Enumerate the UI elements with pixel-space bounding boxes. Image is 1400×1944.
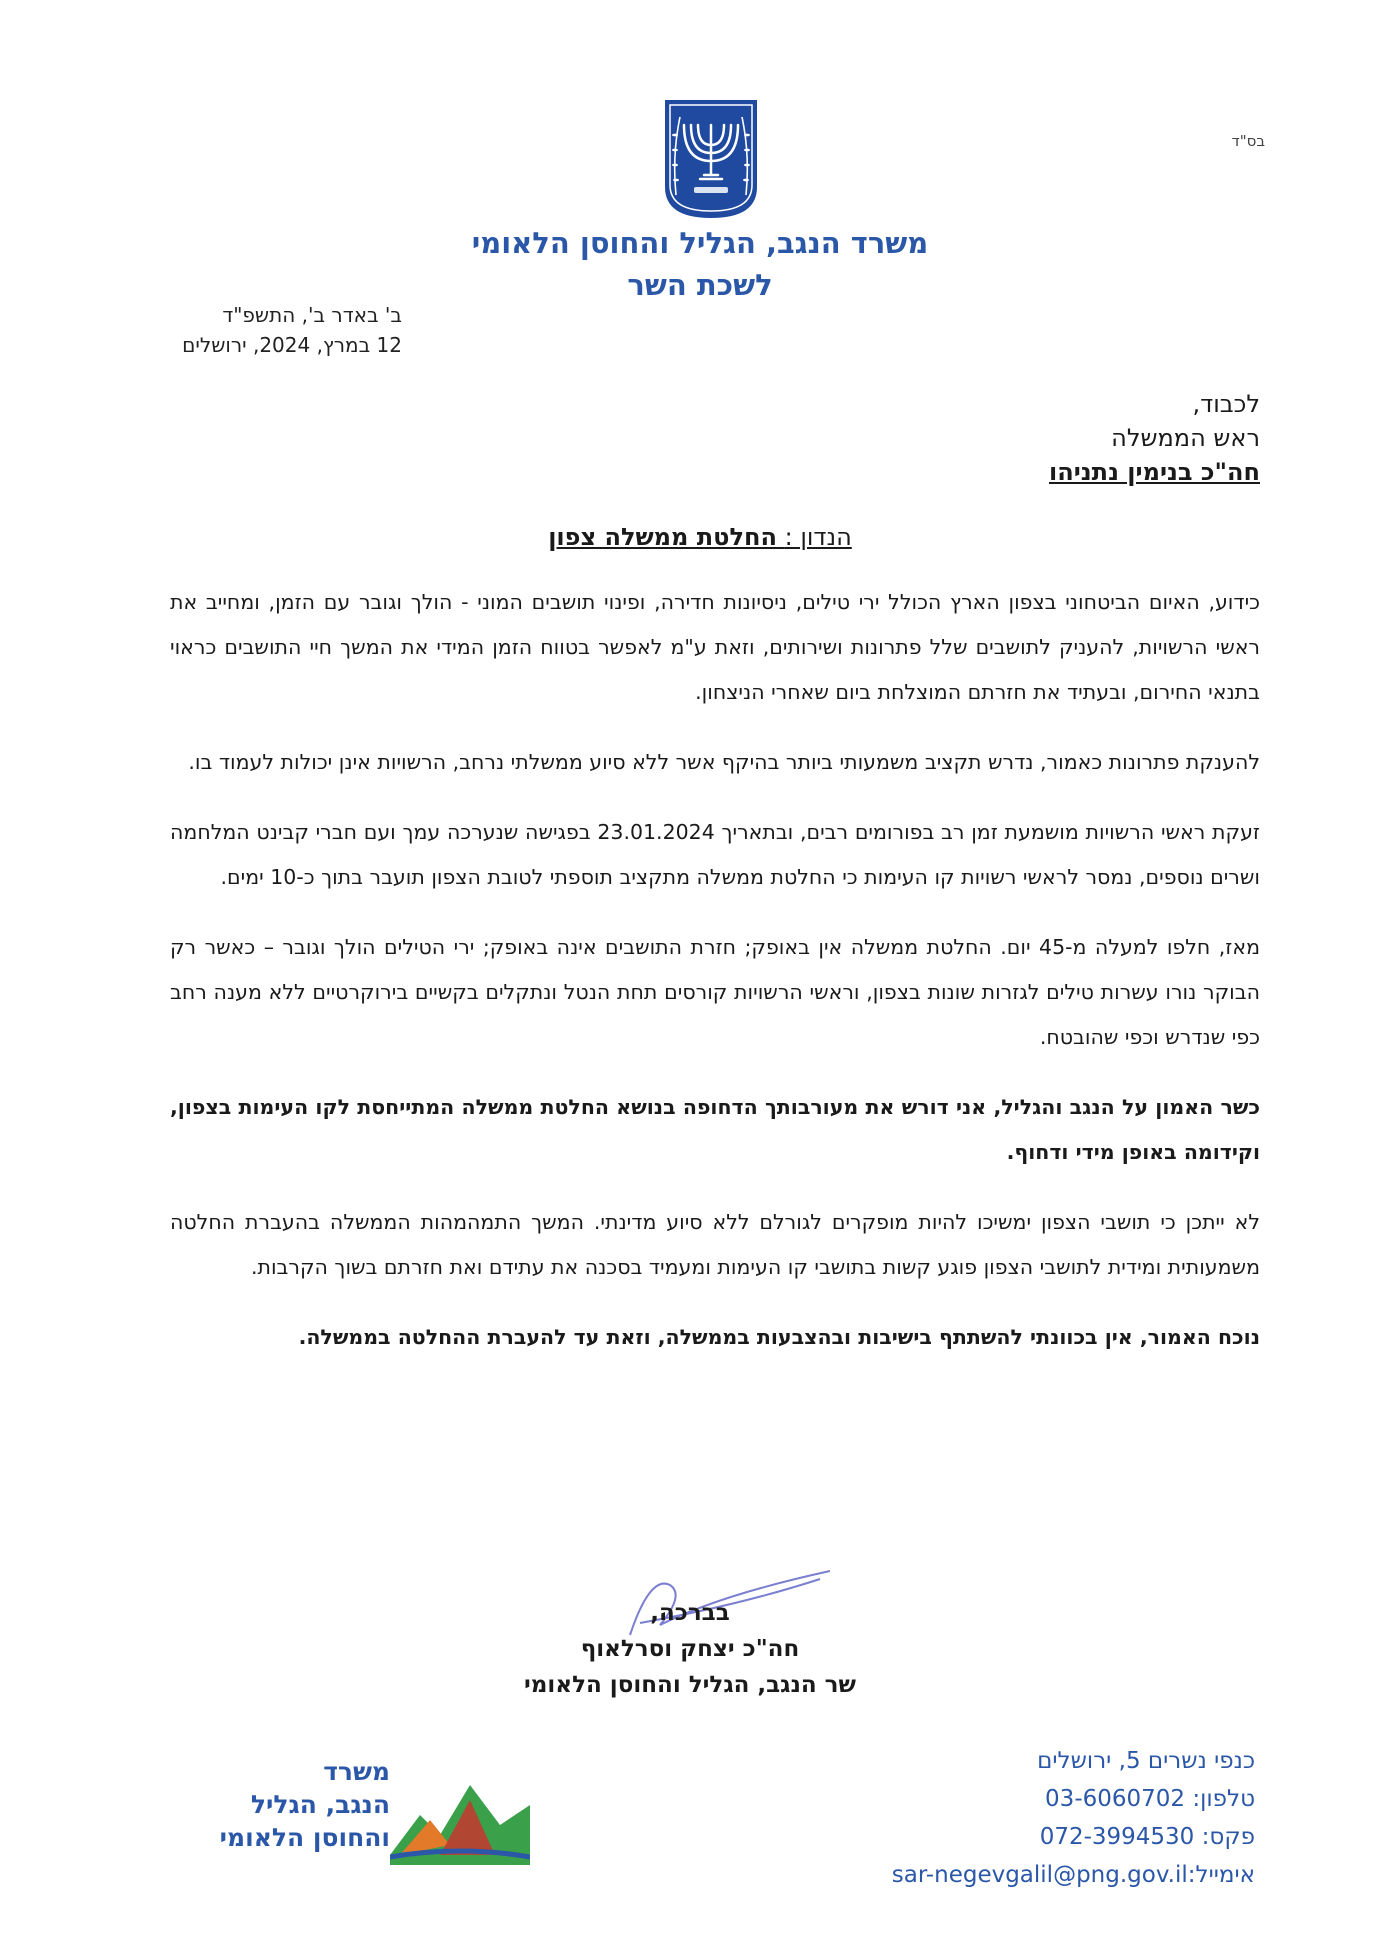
- letter-body: [170, 580, 1260, 1385]
- state-emblem-icon: [660, 95, 762, 223]
- contact-phone: טלפון: 03-6060702: [1045, 1786, 1255, 1812]
- paragraph-2: להענקת פתרונות כאמור, נדרש תקציב משמעותי ביותר בהיקף אשר ללא סיוע ממשלתי נרחב, הרשויות אינן יכולות לעמוד בו.: [188, 750, 1260, 774]
- hebrew-date: ב' באדר ב', התשפ"ד: [222, 303, 402, 327]
- subject-text: החלטת ממשלה צפון: [548, 523, 777, 551]
- date-block: [120, 300, 402, 360]
- mountains-icon: [390, 1775, 530, 1865]
- ministry-logo: [150, 1755, 530, 1885]
- logo-line-2: הנגב, הגליל: [250, 1790, 390, 1819]
- paragraph-6: לא ייתכן כי תושבי הצפון ימשיכו להיות מופקרים לגורלם ללא סיוע מדינתי. המשך התמהמהות הממשלה בהעברת החלטה משמעותית ומידית לתושבי הצפון פוגע קשות בתושבי קו העימות ומעמיד בסכנה את עתידם ואת חזרתם בשוך הקרבות.: [170, 1210, 1260, 1279]
- subject-line: [300, 520, 1100, 554]
- contact-email[interactable]: אימייל:sar-negevgalil@png.gov.il: [891, 1862, 1255, 1888]
- logo-line-3: והחוסן הלאומי: [219, 1823, 390, 1852]
- signature-block: [470, 1595, 910, 1703]
- subject-label: הנדון :: [784, 523, 852, 551]
- recipient-name: חה"כ בנימין נתניהו: [1049, 458, 1260, 486]
- paragraph-7: נוכח האמור, אין בכוונתי להשתתף בישיבות ובהצבעות בממשלה, וזאת עד להעברת ההחלטה בממשלה.: [298, 1325, 1260, 1349]
- salutation: לכבוד,: [1192, 390, 1260, 418]
- paragraph-1: כידוע, האיום הביטחוני בצפון הארץ הכולל ירי טילים, ניסיונות חדירה, ופינוי תושבים המוני - הולך וגובר עם הזמן, ומחייב את ראשי הרשויות, להעניק לתושבים שלל פתרונות ושירותים, וזאת ע"מ לאפשר בטווח הזמן המידי את המשך חיי התושבים כראוי בתנאי החירום, ובעתיד את חזרתם המוצלחת ביום שאחרי הניצחון.: [170, 590, 1260, 704]
- paragraph-4: מאז, חלפו למעלה מ-45 יום. החלטת ממשלה אין באופק; חזרת התושבים אינה באופק; ירי הטילים הולך וגובר – כאשר רק הבוקר נורו עשרות טילים לגזרות שונות בצפון, וראשי הרשויות קורסים תחת הנטל ונתקלים בקשיים בירוקרטיים ללא מענה רחב כפי שנדרש וכפי שהובטח.: [170, 935, 1260, 1049]
- contact-address: כנפי נשרים 5, ירושלים: [1037, 1748, 1255, 1774]
- paragraph-5: כשר האמון על הנגב והגליל, אני דורש את מעורבותך הדחופה בנושא החלטת ממשלה המתייחסת לקו העימות בצפון, וקידומה באופן מידי ודחוף.: [170, 1095, 1260, 1164]
- recipient-block: [760, 387, 1260, 489]
- bsd-mark: בס"ד: [1231, 132, 1265, 150]
- letterhead: [300, 222, 1100, 306]
- ministry-name: משרד הנגב, הגליל והחוסן הלאומי: [471, 226, 929, 260]
- contact-block: [815, 1742, 1255, 1894]
- logo-line-1: משרד: [323, 1757, 390, 1786]
- closing: בברכה,: [650, 1600, 730, 1626]
- contact-fax: פקס: 072-3994530: [1039, 1824, 1255, 1850]
- signer-name: חה"כ יצחק וסרלאוף: [580, 1636, 800, 1662]
- paragraph-3: זעקת ראשי הרשויות מושמעת זמן רב בפורומים רבים, ובתאריך 23.01.2024 בפגישה שנערכה עמך ועם חברי קבינט המלחמה ושרים נוספים, נמסר לראשי רשויות קו העימות כי החלטת ממשלה מתקציב תוספתי לטובת הצפון תועבר בתוך כ-10 ימים.: [170, 820, 1260, 889]
- office-name: לשכת השר: [627, 268, 773, 302]
- logo-text: [150, 1755, 390, 1854]
- signer-title: שר הנגב, הגליל והחוסן הלאומי: [524, 1672, 856, 1698]
- recipient-title: ראש הממשלה: [1111, 424, 1260, 452]
- gregorian-date: 12 במרץ, 2024, ירושלים: [182, 333, 402, 357]
